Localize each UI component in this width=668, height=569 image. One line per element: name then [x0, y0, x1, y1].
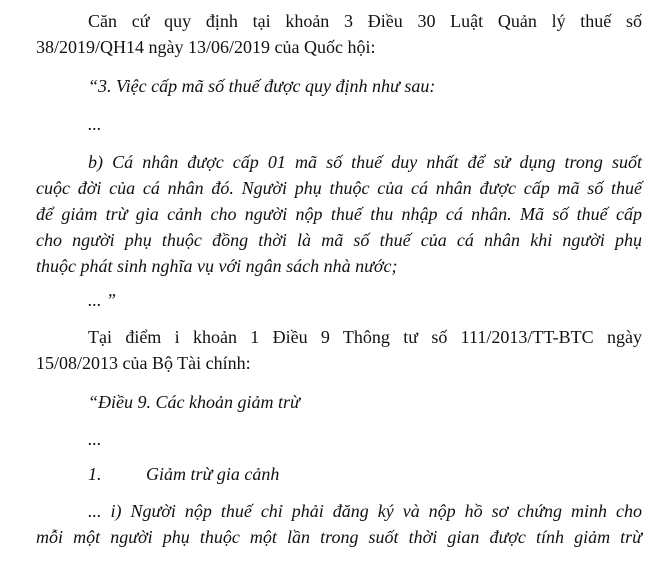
quote-line: b) Cá nhân được cấp 01 mã số thuế duy nhất để sử dụng trong suốt [88, 152, 642, 172]
quote-line: “3. Việc cấp mã số thuế được quy định như sau: [88, 76, 436, 96]
ellipsis-line: ... [88, 429, 102, 449]
quote-line: thuộc phát sinh nghĩa vụ với ngân sách nhà nước; [36, 256, 398, 276]
quote-line: mỗi một người phụ thuộc một lần trong suốt thời gian được tính giảm trừ [36, 527, 642, 547]
paragraph-line: Tại điểm i khoản 1 Điều 9 Thông tư số 111/2013/TT-BTC ngày [88, 327, 642, 347]
paragraph-line: 38/2019/QH14 ngày 13/06/2019 của Quốc hội: [36, 37, 376, 57]
list-item-text: Giảm trừ gia cảnh [146, 464, 280, 484]
paragraph-line: Căn cứ quy định tại khoản 3 Điều 30 Luật Quản lý thuế số [88, 11, 642, 31]
quote-line: cho người phụ thuộc đồng thời là mã số thuế của cá nhân khi người phụ [36, 230, 642, 250]
ellipsis-line: ... ” [88, 290, 117, 310]
quote-line: cuộc đời của cá nhân đó. Người phụ thuộc của cá nhân được cấp mã số thuế [36, 178, 642, 198]
ellipsis-line: ... [88, 114, 102, 134]
quote-line: “Điều 9. Các khoản giảm trừ [88, 392, 300, 412]
list-number: 1. [88, 464, 102, 484]
quote-line: để giảm trừ gia cảnh cho người nộp thuế thu nhập cá nhân. Mã số thuế cấp [36, 204, 642, 224]
paragraph-line: 15/08/2013 của Bộ Tài chính: [36, 353, 251, 373]
quote-line: ... i) Người nộp thuế chỉ phải đăng ký và nộp hồ sơ chứng minh cho [88, 501, 642, 521]
